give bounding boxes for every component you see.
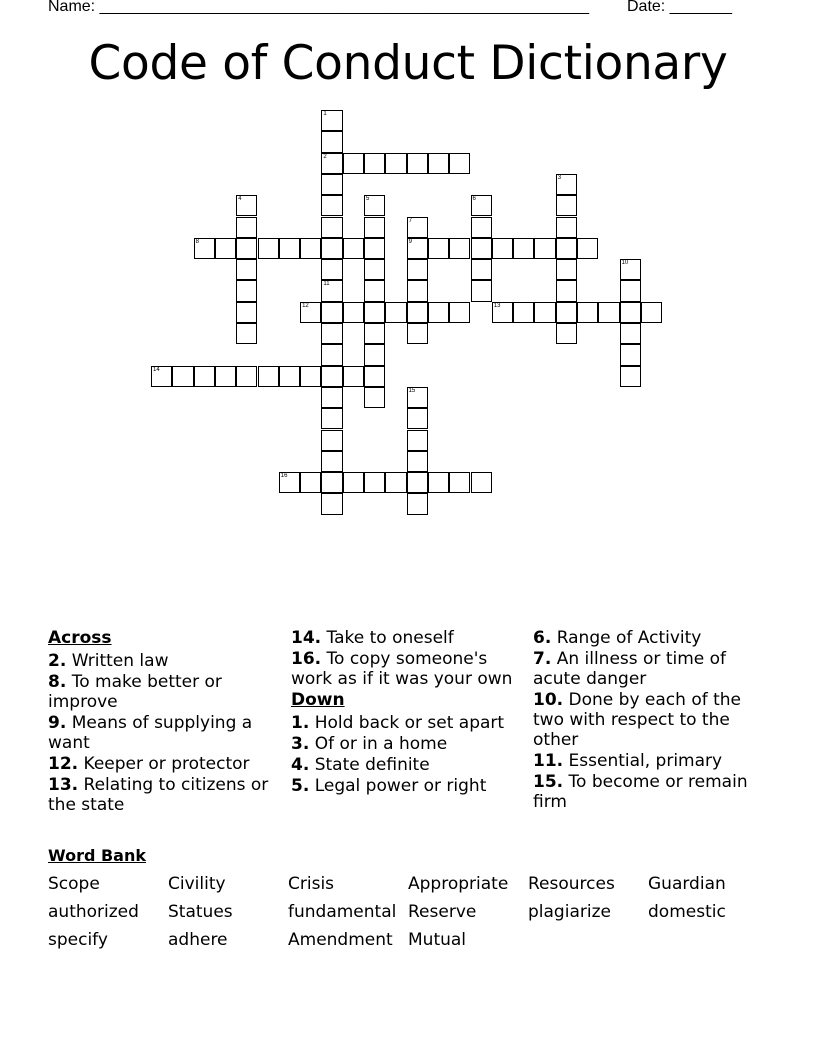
grid-cell[interactable] [194, 238, 215, 259]
clue-number: 8 [195, 238, 199, 245]
grid-cell[interactable] [471, 472, 492, 493]
clue-number: 15 [408, 387, 416, 394]
grid-cell[interactable] [407, 408, 428, 429]
clue-across-2: 2. Written law [48, 651, 169, 671]
clue-down-15: 15. To become or remain firm [533, 772, 748, 812]
grid-cell[interactable] [428, 153, 449, 174]
word-bank-item: Amendment [288, 930, 393, 950]
grid-cell[interactable] [471, 217, 492, 238]
grid-cell[interactable] [534, 302, 555, 323]
grid-cell[interactable] [556, 174, 577, 195]
clue-down-6: 6. Range of Activity [533, 628, 702, 648]
clue-down-3: 3. Of or in a home [291, 734, 448, 754]
grid-cell[interactable] [321, 451, 342, 472]
grid-cell[interactable] [449, 302, 470, 323]
grid-cell[interactable] [428, 472, 449, 493]
grid-cell[interactable] [556, 302, 577, 323]
grid-cell[interactable] [364, 153, 385, 174]
grid-cell[interactable] [364, 366, 385, 387]
clue-number: 2 [323, 153, 327, 160]
grid-cell[interactable] [279, 472, 300, 493]
clue-across-16: 16. To copy someone's work as if it was your own [291, 649, 513, 689]
grid-cell[interactable] [364, 238, 385, 259]
grid-cell[interactable] [321, 153, 342, 174]
grid-cell[interactable] [194, 366, 215, 387]
grid-cell[interactable] [513, 238, 534, 259]
clue-column-2 [291, 628, 526, 797]
clue-number: 14 [153, 366, 160, 373]
grid-cell[interactable] [577, 238, 598, 259]
clue-down-1: 1. Hold back or set apart [291, 713, 505, 733]
word-bank-item: adhere [168, 930, 228, 950]
grid-cell[interactable] [471, 280, 492, 301]
clue-number: 6 [472, 196, 476, 203]
grid-cell[interactable] [321, 408, 342, 429]
grid-cell[interactable] [172, 366, 193, 387]
grid-cell[interactable] [321, 430, 342, 451]
grid-cell[interactable] [407, 238, 428, 259]
clue-across-14: 14. Take to oneself [291, 628, 454, 648]
grid-cell[interactable] [385, 302, 406, 323]
grid-cell[interactable] [300, 366, 321, 387]
grid-cell[interactable] [236, 366, 257, 387]
grid-cell[interactable] [385, 472, 406, 493]
grid-cell[interactable] [364, 344, 385, 365]
grid-cell[interactable] [407, 493, 428, 514]
grid-cell[interactable] [321, 323, 342, 344]
grid-cell[interactable] [343, 472, 364, 493]
grid-cell[interactable] [513, 302, 534, 323]
grid-cell[interactable] [620, 302, 641, 323]
word-bank-item: Mutual [408, 930, 467, 950]
grid-cell[interactable] [364, 387, 385, 408]
grid-cell[interactable] [471, 259, 492, 280]
grid-cell[interactable] [321, 238, 342, 259]
clue-number: 1 [323, 111, 327, 117]
clue-down-10: 10. Done by each of the two with respect to the other [533, 690, 742, 750]
grid-cell[interactable] [620, 259, 641, 280]
clue-number: 13 [493, 302, 501, 309]
across-heading: Across [48, 628, 112, 648]
grid-cell[interactable] [364, 217, 385, 238]
grid-cell[interactable] [300, 472, 321, 493]
clue-number: 10 [621, 260, 629, 267]
grid-cell[interactable] [407, 153, 428, 174]
grid-cell[interactable] [385, 153, 406, 174]
grid-cell[interactable] [407, 430, 428, 451]
grid-cell[interactable] [428, 238, 449, 259]
grid-cell[interactable] [641, 302, 662, 323]
grid-cell[interactable] [407, 217, 428, 238]
grid-cell[interactable] [321, 280, 342, 301]
grid-cell[interactable] [407, 259, 428, 280]
grid-cell[interactable] [258, 366, 279, 387]
grid-cell[interactable] [321, 259, 342, 280]
grid-cell[interactable] [364, 302, 385, 323]
grid-cell[interactable] [449, 153, 470, 174]
grid-cell[interactable] [236, 302, 257, 323]
grid-cell[interactable] [236, 217, 257, 238]
grid-cell[interactable] [236, 195, 257, 216]
grid-cell[interactable] [556, 217, 577, 238]
word-bank-item: Civility [168, 874, 226, 894]
clue-down-7: 7. An illness or time of acute danger [533, 649, 727, 689]
grid-cell[interactable] [343, 238, 364, 259]
grid-cell[interactable] [620, 344, 641, 365]
grid-cell[interactable] [556, 195, 577, 216]
grid-cell[interactable] [321, 493, 342, 514]
word-bank-item: authorized [48, 902, 139, 922]
grid-cell[interactable] [449, 238, 470, 259]
clue-number: 4 [238, 196, 242, 203]
grid-cell[interactable] [407, 323, 428, 344]
grid-cell[interactable] [407, 451, 428, 472]
grid-cell[interactable] [343, 366, 364, 387]
grid-cell[interactable] [556, 323, 577, 344]
grid-cell[interactable] [620, 323, 641, 344]
grid-cell[interactable] [492, 302, 513, 323]
grid-cell[interactable] [236, 280, 257, 301]
grid-cell[interactable] [321, 302, 342, 323]
clue-across-9: 9. Means of supplying a want [48, 713, 253, 753]
grid-cell[interactable] [364, 259, 385, 280]
grid-cell[interactable] [343, 153, 364, 174]
grid-cell[interactable] [407, 387, 428, 408]
grid-cell[interactable] [407, 280, 428, 301]
grid-cell[interactable] [407, 472, 428, 493]
name-field-label: Name: _______________________________________________________ [48, 0, 589, 15]
word-bank-item: Resources [528, 874, 615, 894]
clue-number: 7 [408, 217, 412, 224]
grid-cell[interactable] [300, 238, 321, 259]
grid-cell[interactable] [321, 344, 342, 365]
grid-cell[interactable] [321, 217, 342, 238]
word-bank-item: plagiarize [528, 902, 611, 922]
clue-down-4: 4. State definite [291, 755, 430, 775]
grid-cell[interactable] [471, 195, 492, 216]
clue-down-11: 11. Essential, primary [533, 751, 723, 771]
grid-cell[interactable] [321, 174, 342, 195]
date-field-label: Date: _______ [627, 0, 732, 15]
grid-cell[interactable] [364, 323, 385, 344]
grid-cell[interactable] [258, 238, 279, 259]
grid-cell[interactable] [321, 472, 342, 493]
grid-cell[interactable] [449, 472, 470, 493]
grid-cell[interactable] [364, 195, 385, 216]
grid-cell[interactable] [428, 302, 449, 323]
grid-cell[interactable] [620, 280, 641, 301]
word-bank-item: specify [48, 930, 108, 950]
grid-cell[interactable] [577, 302, 598, 323]
grid-cell[interactable] [556, 238, 577, 259]
grid-cell[interactable] [620, 366, 641, 387]
grid-cell[interactable] [236, 238, 257, 259]
page-title: Code of Conduct Dictionary [88, 36, 728, 91]
grid-cell[interactable] [321, 195, 342, 216]
word-bank-item: Reserve [408, 902, 477, 922]
grid-cell[interactable] [364, 472, 385, 493]
clue-number: 3 [557, 174, 562, 181]
grid-cell[interactable] [598, 302, 619, 323]
grid-cell[interactable] [343, 302, 364, 323]
clue-number: 12 [302, 302, 309, 309]
word-bank-item: fundamental [288, 902, 397, 922]
word-bank-title: Word Bank [48, 846, 147, 865]
clue-number: 9 [408, 238, 412, 245]
grid-cell[interactable] [534, 238, 555, 259]
grid-cell[interactable] [236, 259, 257, 280]
word-bank-item: Guardian [648, 874, 726, 894]
word-bank-item: Statues [168, 902, 233, 922]
grid-cell[interactable] [215, 238, 236, 259]
word-bank-item: Scope [48, 874, 100, 894]
grid-cell[interactable] [236, 323, 257, 344]
grid-cell[interactable] [407, 302, 428, 323]
grid-cell[interactable] [321, 387, 342, 408]
grid-cell[interactable] [321, 131, 342, 152]
word-bank-item: domestic [648, 902, 726, 922]
clue-number: 16 [280, 473, 288, 480]
grid-cell[interactable] [364, 280, 385, 301]
clue-number: 5 [366, 196, 370, 203]
clue-column-3 [533, 628, 768, 813]
grid-cell[interactable] [151, 366, 172, 387]
clue-across-13: 13. Relating to citizens or the state [48, 775, 269, 815]
clue-number: 11 [323, 281, 330, 288]
word-bank-item: Crisis [288, 874, 335, 894]
grid-cell[interactable] [321, 366, 342, 387]
grid-cell[interactable] [279, 238, 300, 259]
grid-cell[interactable] [471, 238, 492, 259]
grid-cell[interactable] [492, 238, 513, 259]
clue-down-5: 5. Legal power or right [291, 776, 487, 796]
grid-cell[interactable] [556, 280, 577, 301]
clue-column-1 [48, 628, 283, 816]
grid-cell[interactable] [279, 366, 300, 387]
clue-across-12: 12. Keeper or protector [48, 754, 250, 774]
down-heading: Down [291, 690, 345, 710]
grid-cell[interactable] [321, 110, 342, 131]
grid-cell[interactable] [300, 302, 321, 323]
grid-cell[interactable] [556, 259, 577, 280]
clue-across-8: 8. To make better or improve [48, 672, 222, 712]
grid-cell[interactable] [215, 366, 236, 387]
word-bank-item: Appropriate [408, 874, 509, 894]
